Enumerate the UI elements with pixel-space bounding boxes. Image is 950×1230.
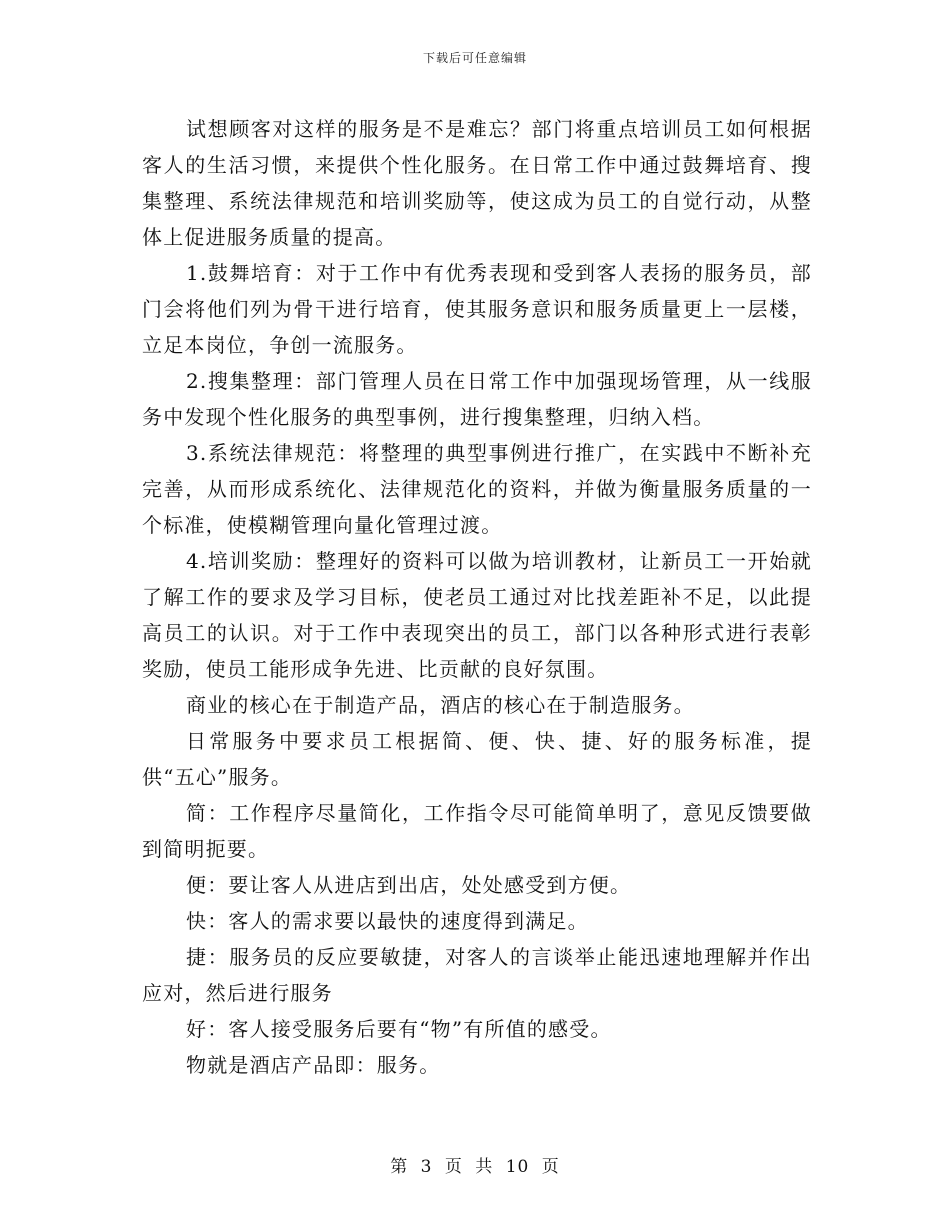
paragraph-item-2: 2.搜集整理：部门管理人员在日常工作中加强现场管理，从一线服务中发现个性化服务的典型事例，进行搜集整理，归纳入档。 xyxy=(142,369,812,429)
paragraph-bian: 便：要让客人从进店到出店，处处感受到方便。 xyxy=(186,873,632,897)
paragraph-item-4: 4.培训奖励：整理好的资料可以做为培训教材，让新员工一开始就了解工作的要求及学习目标，使老员工通过对比找差距补不足，以此提高员工的认识。对于工作中表现突出的员工，部门以各种形式进行表彰奖励，使员工能形成争先进、比贡献的良好氛围。 xyxy=(142,549,812,681)
document-body xyxy=(142,111,812,1083)
paragraph-kuai: 快：客人的需求要以最快的速度得到满足。 xyxy=(186,909,589,933)
page-header: 下载后可任意编辑 xyxy=(422,51,527,65)
paragraph-jian: 简：工作程序尽量简化，工作指令尽可能简单明了，意见反馈要做到简明扼要。 xyxy=(142,801,812,861)
page-footer: 第 3 页 共 10 页 xyxy=(390,1157,560,1177)
paragraph-wu: 物就是酒店产品即：服务。 xyxy=(186,1053,441,1077)
paragraph-item-1: 1.鼓舞培育：对于工作中有优秀表现和受到客人表扬的服务员，部门会将他们列为骨干进行培育，使其服务意识和服务质量更上一层楼，立足本岗位，争创一流服务。 xyxy=(142,261,812,357)
paragraph-core: 商业的核心在于制造产品，酒店的核心在于制造服务。 xyxy=(186,693,695,717)
paragraph-intro: 试想顾客对这样的服务是不是难忘？部门将重点培训员工如何根据客人的生活习惯，来提供个性化服务。在日常工作中通过鼓舞培育、搜集整理、系统法律规范和培训奖励等，使这成为员工的自觉行动，从整体上促进服务质量的提高。 xyxy=(142,117,812,249)
paragraph-jie: 捷：服务员的反应要敏捷，对客人的言谈举止能迅速地理解并作出应对，然后进行服务 xyxy=(142,945,812,1005)
paragraph-hao: 好：客人接受服务后要有“物”有所值的感受。 xyxy=(186,1017,612,1041)
paragraph-item-3: 3.系统法律规范：将整理的典型事例进行推广，在实践中不断补充完善，从而形成系统化、法律规范化的资料，并做为衡量服务质量的一个标准，使模糊管理向量化管理过渡。 xyxy=(142,441,812,537)
paragraph-service-standard: 日常服务中要求员工根据简、便、快、捷、好的服务标准，提供“五心”服务。 xyxy=(142,729,812,789)
